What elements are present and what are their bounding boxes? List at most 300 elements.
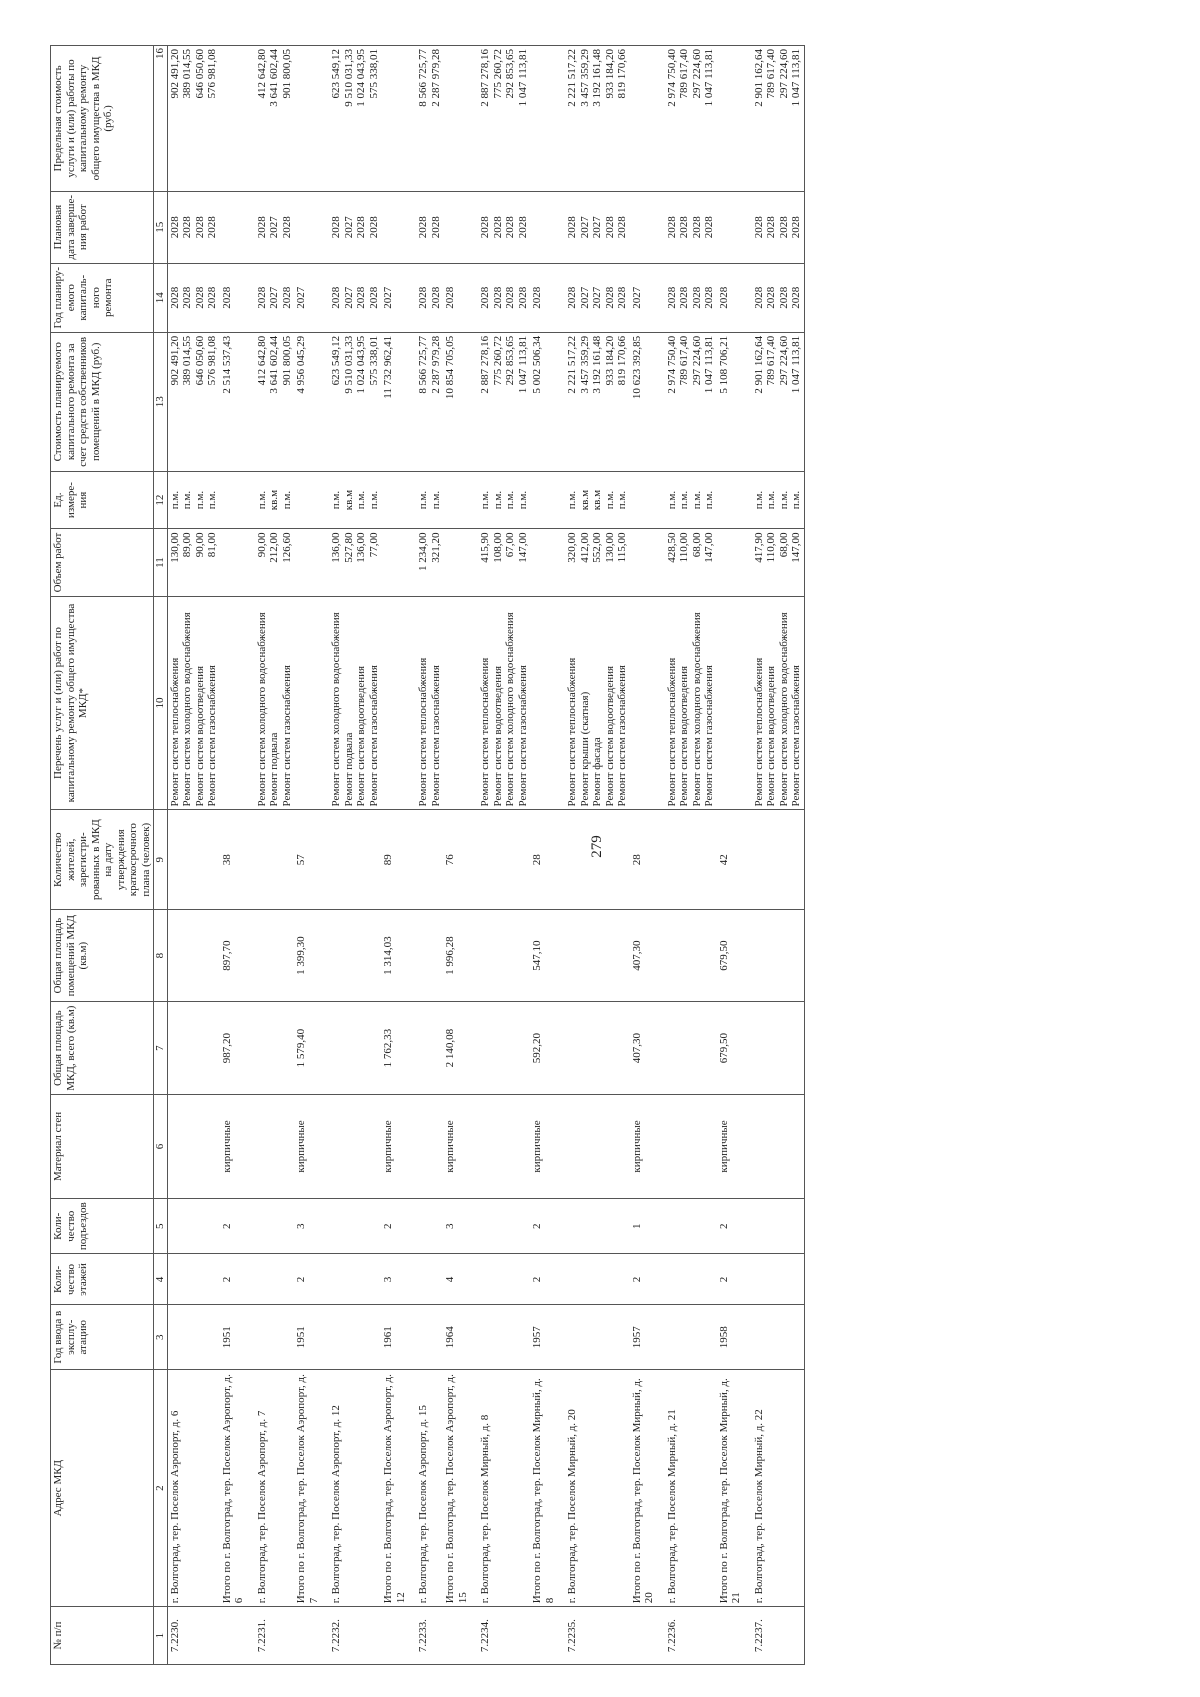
total-row xyxy=(294,46,321,1665)
col-number: 16 xyxy=(154,46,168,192)
total-cell xyxy=(443,810,470,909)
table-cell xyxy=(565,909,630,1002)
work-name: Ремонт систем газоснабжения xyxy=(616,665,628,807)
work-year: 2028 xyxy=(504,286,516,309)
spacer-cell xyxy=(247,46,255,192)
work-year: 2028 xyxy=(790,286,802,309)
spacer-cell xyxy=(744,1254,752,1305)
work-name: Ремонт систем холодного водоснабжения xyxy=(255,612,268,807)
work-limit-cost: 902 491,20 xyxy=(168,49,181,99)
work-cost: 2 887 278,16 xyxy=(479,335,491,394)
table-cell xyxy=(565,1094,630,1198)
row-number: 7.2234. xyxy=(479,1619,491,1653)
total-entrances: 2 xyxy=(220,1223,233,1229)
table-cell xyxy=(565,191,630,263)
total-cell xyxy=(530,1002,557,1095)
work-unit: п.м. xyxy=(678,490,690,510)
spacer-cell xyxy=(247,1305,255,1370)
work-unit: п.м. xyxy=(367,490,380,510)
work-name: Ремонт систем теплоснабжения xyxy=(665,657,678,807)
spacer-cell xyxy=(470,46,478,192)
work-volume: 147,00 xyxy=(703,532,715,563)
work-year: 2028 xyxy=(665,286,678,309)
spacer-cell xyxy=(247,810,255,909)
table-cell xyxy=(416,810,443,909)
total-cell xyxy=(630,1254,657,1305)
spacer-cell xyxy=(321,1305,329,1370)
total-label: Итого по г. Волгоград, тер. Поселок Мирный, д. 21 xyxy=(717,1378,742,1604)
work-limit-cost: 2 974 750,40 xyxy=(665,49,678,107)
work-limit-cost: 575 338,01 xyxy=(367,49,380,99)
spacer-cell xyxy=(408,471,416,529)
spacer-cell xyxy=(321,332,329,471)
spacer-cell xyxy=(557,1254,565,1305)
total-cell xyxy=(220,909,247,1002)
work-limit-cost: 3 192 161,48 xyxy=(591,49,603,107)
spacer-cell xyxy=(408,1002,416,1095)
table-cell xyxy=(167,596,220,810)
total-cell xyxy=(443,1094,470,1198)
col-number: 3 xyxy=(154,1305,168,1370)
work-year: 2028 xyxy=(616,286,628,309)
work-unit: п.м. xyxy=(479,490,491,510)
work-volume: 108,00 xyxy=(491,532,504,563)
total-cell xyxy=(294,909,321,1002)
work-end-date: 2028 xyxy=(168,216,181,239)
table-cell xyxy=(665,596,717,810)
total-cell xyxy=(630,263,657,332)
work-volume: 90,00 xyxy=(255,532,268,558)
table-cell xyxy=(416,263,443,332)
row-number: 7.2235. xyxy=(566,1619,578,1653)
total-entrances: 2 xyxy=(717,1223,730,1229)
total-cell xyxy=(220,1607,247,1665)
work-end-date: 2028 xyxy=(777,216,790,239)
work-volume: 126,60 xyxy=(280,532,293,563)
table-cell xyxy=(752,596,805,810)
work-unit: кв.м xyxy=(591,489,603,511)
spacer-cell xyxy=(321,46,329,192)
col-header: Перечень услуг и (или) работ по капитальному ремонту общего имущества МКД* xyxy=(51,596,154,810)
col-number: 10 xyxy=(154,596,168,810)
table-cell xyxy=(665,263,717,332)
total-row xyxy=(220,46,247,1665)
table-cell xyxy=(665,1305,717,1370)
table-cell xyxy=(255,1199,295,1255)
work-name: Ремонт систем теплоснабжения xyxy=(752,657,765,807)
total-label: Итого по г. Волгоград, тер. Поселок Аэропорт, д. 6 xyxy=(220,1374,245,1604)
spacer-cell xyxy=(247,1002,255,1095)
total-cell xyxy=(220,263,247,332)
total-rooms-area: 679,50 xyxy=(717,940,730,971)
table-cell xyxy=(665,191,717,263)
spacer-row xyxy=(408,46,416,1665)
col-header: Количество жителей, зарегистри-рованных в МКД на дату утверждения краткосрочного плана (человек) xyxy=(51,810,154,909)
work-volume: 320,00 xyxy=(566,532,578,563)
table-cell xyxy=(329,1254,381,1305)
total-cell xyxy=(294,596,321,810)
table-cell xyxy=(665,1002,717,1095)
work-end-date: 2028 xyxy=(479,216,491,239)
work-unit: п.м. xyxy=(193,490,206,510)
total-floors: 2 xyxy=(220,1276,233,1283)
work-name: Ремонт систем водоотведения xyxy=(678,665,690,807)
table-cell xyxy=(752,332,805,471)
work-cost: 789 617,40 xyxy=(765,335,777,386)
work-volume: 68,00 xyxy=(690,532,703,558)
work-cost: 2 974 750,40 xyxy=(665,335,678,394)
work-end-date: 2027 xyxy=(591,216,603,239)
total-cell xyxy=(220,1370,247,1607)
table-cell xyxy=(478,1370,530,1607)
total-year-built: 1961 xyxy=(382,1326,394,1349)
total-cost: 10 854 705,05 xyxy=(444,335,456,400)
work-end-date: 2028 xyxy=(603,216,616,239)
total-cell xyxy=(443,1370,470,1607)
row-address: г. Волгоград, тер. Поселок Аэропорт, д. 12 xyxy=(330,1405,342,1604)
work-year: 2028 xyxy=(367,286,380,309)
work-unit: п.м. xyxy=(777,490,790,510)
work-unit: п.м. xyxy=(516,490,529,510)
total-cell xyxy=(530,529,557,596)
spacer-cell xyxy=(321,1199,329,1255)
work-unit: п.м. xyxy=(616,490,628,510)
total-residents: 57 xyxy=(295,854,307,866)
work-limit-cost: 901 800,05 xyxy=(280,49,293,99)
spacer-cell xyxy=(321,596,329,810)
spacer-cell xyxy=(557,332,565,471)
total-cell xyxy=(381,332,408,471)
work-cost: 646 050,60 xyxy=(193,335,206,386)
total-cost: 4 956 045,29 xyxy=(295,335,307,394)
spacer-cell xyxy=(408,909,416,1002)
work-limit-cost: 2 287 979,28 xyxy=(429,49,442,107)
total-cell xyxy=(717,909,744,1002)
total-rooms-area: 1 399,30 xyxy=(295,936,307,975)
total-cell xyxy=(294,1199,321,1255)
total-rooms-area: 897,70 xyxy=(220,940,233,971)
total-cell xyxy=(717,1305,744,1370)
total-rooms-area: 407,30 xyxy=(630,940,643,971)
table-cell xyxy=(478,529,530,596)
work-year: 2028 xyxy=(193,286,206,309)
spacer-cell xyxy=(470,1254,478,1305)
col-number: 4 xyxy=(154,1254,168,1305)
spacer-cell xyxy=(557,596,565,810)
table-cell xyxy=(565,263,630,332)
spacer-cell xyxy=(744,810,752,909)
table-cell xyxy=(478,909,530,1002)
spacer-cell xyxy=(657,1305,665,1370)
work-limit-cost: 819 170,66 xyxy=(616,49,628,99)
work-limit-cost: 9 510 031,33 xyxy=(342,49,355,107)
total-cost: 10 623 392,85 xyxy=(630,335,643,400)
table-cell xyxy=(329,1002,381,1095)
table-cell xyxy=(565,529,630,596)
total-row xyxy=(443,46,470,1665)
total-cell xyxy=(630,46,657,192)
work-year: 2027 xyxy=(578,286,591,309)
total-residents: 38 xyxy=(220,854,233,866)
total-cell xyxy=(220,1094,247,1198)
work-name: Ремонт систем теплоснабжения xyxy=(566,657,578,807)
work-year: 2027 xyxy=(342,286,355,309)
spacer-row xyxy=(557,46,565,1665)
work-name: Ремонт систем теплоснабжения xyxy=(479,657,491,807)
work-name: Ремонт систем газоснабжения xyxy=(429,665,442,807)
spacer-cell xyxy=(247,529,255,596)
total-year-built: 1958 xyxy=(717,1326,730,1349)
total-cell xyxy=(381,1254,408,1305)
work-unit: п.м. xyxy=(603,490,616,510)
work-volume: 212,00 xyxy=(268,532,280,563)
col-number: 12 xyxy=(154,471,168,529)
total-area: 679,50 xyxy=(717,1033,730,1064)
work-year: 2028 xyxy=(206,286,218,309)
total-cell xyxy=(717,1002,744,1095)
total-cell xyxy=(717,46,744,192)
work-end-date: 2028 xyxy=(516,216,529,239)
spacer-cell xyxy=(321,1002,329,1095)
table-cell xyxy=(329,46,381,192)
total-cell xyxy=(220,1305,247,1370)
total-cell xyxy=(630,471,657,529)
table-cell xyxy=(329,471,381,529)
work-end-date: 2028 xyxy=(429,216,442,239)
col-header: № п/п xyxy=(51,1607,154,1665)
spacer-cell xyxy=(470,1305,478,1370)
spacer-cell xyxy=(321,1094,329,1198)
work-unit: п.м. xyxy=(429,490,442,510)
total-floors: 2 xyxy=(630,1276,643,1283)
work-unit: п.м. xyxy=(690,490,703,510)
table-cell xyxy=(478,46,530,192)
col-header: Ед. измере-ния xyxy=(51,471,154,529)
table-cell xyxy=(416,1199,443,1255)
work-cost: 2 287 979,28 xyxy=(429,335,442,394)
work-cost: 789 617,40 xyxy=(678,335,690,386)
spacer-cell xyxy=(247,1199,255,1255)
work-unit: п.м. xyxy=(566,490,578,510)
table-cell xyxy=(478,810,530,909)
total-cell xyxy=(381,1370,408,1607)
spacer-cell xyxy=(470,596,478,810)
table-cell xyxy=(565,1607,630,1665)
total-cell xyxy=(717,1607,744,1665)
table-row xyxy=(665,46,717,1665)
work-year: 2028 xyxy=(752,286,765,309)
total-cell xyxy=(381,1199,408,1255)
total-cell xyxy=(630,909,657,1002)
total-wall-material: кирпичные xyxy=(717,1120,730,1173)
work-unit: п.м. xyxy=(417,490,429,510)
total-area: 1 579,40 xyxy=(295,1028,307,1068)
table-cell xyxy=(665,471,717,529)
work-year: 2028 xyxy=(280,286,293,309)
total-label: Итого по г. Волгоград, тер. Поселок Аэропорт, д. 15 xyxy=(444,1374,469,1604)
table-row xyxy=(416,46,443,1665)
work-year: 2028 xyxy=(566,286,578,309)
row-number: 7.2233. xyxy=(417,1619,429,1653)
total-cell xyxy=(220,191,247,263)
total-cell xyxy=(443,529,470,596)
total-repair-year: 2028 xyxy=(220,286,233,309)
total-cell xyxy=(717,471,744,529)
spacer-cell xyxy=(321,1254,329,1305)
total-cell xyxy=(530,191,557,263)
total-cell xyxy=(530,1370,557,1607)
total-floors: 3 xyxy=(382,1276,394,1283)
total-cell xyxy=(530,596,557,810)
work-end-date: 2028 xyxy=(206,216,218,239)
total-wall-material: кирпичные xyxy=(630,1120,643,1173)
work-unit: п.м. xyxy=(330,490,342,510)
work-year: 2028 xyxy=(168,286,181,309)
total-floors: 2 xyxy=(717,1276,730,1283)
work-limit-cost: 1 047 113,81 xyxy=(703,49,715,107)
work-end-date: 2028 xyxy=(330,216,342,239)
total-residents: 28 xyxy=(531,854,543,866)
total-cell xyxy=(530,332,557,471)
total-cell xyxy=(294,1254,321,1305)
work-volume: 77,00 xyxy=(367,532,380,558)
work-volume: 412,00 xyxy=(578,532,591,563)
col-header: Адрес МКД xyxy=(51,1370,154,1607)
table-cell xyxy=(665,1254,717,1305)
total-cell xyxy=(630,1370,657,1607)
work-unit: п.м. xyxy=(491,490,504,510)
total-cell xyxy=(717,263,744,332)
table-cell xyxy=(565,471,630,529)
spacer-cell xyxy=(744,1094,752,1198)
spacer-cell xyxy=(744,263,752,332)
spacer-cell xyxy=(557,1199,565,1255)
spacer-cell xyxy=(470,1607,478,1665)
work-cost: 576 981,08 xyxy=(206,335,218,386)
work-volume: 115,00 xyxy=(616,532,628,563)
work-cost: 9 510 031,33 xyxy=(342,335,355,394)
spacer-cell xyxy=(408,1254,416,1305)
work-volume: 67,00 xyxy=(504,532,516,558)
work-cost: 3 457 359,29 xyxy=(578,335,591,394)
work-unit: п.м. xyxy=(255,490,268,510)
table-cell xyxy=(167,1254,220,1305)
capital-repair-table xyxy=(50,45,805,1665)
work-name: Ремонт систем газоснабжения xyxy=(280,665,293,807)
spacer-cell xyxy=(657,1199,665,1255)
col-header: Стоимость планируемого капитального ремонта за счет средств собственников помещений в МКД (руб.) xyxy=(51,332,154,471)
table-cell xyxy=(752,46,805,192)
total-cost: 11 732 962,41 xyxy=(382,335,394,399)
spacer-cell xyxy=(470,909,478,1002)
spacer-cell xyxy=(470,529,478,596)
row-address: г. Волгоград, тер. Поселок Аэропорт, д. 6 xyxy=(168,1410,181,1604)
spacer-row xyxy=(247,46,255,1665)
col-number: 6 xyxy=(154,1094,168,1198)
table-cell xyxy=(416,529,443,596)
work-name: Ремонт систем холодного водоснабжения xyxy=(504,612,516,807)
table-cell xyxy=(329,1305,381,1370)
work-volume: 1 234,00 xyxy=(417,532,429,571)
table-cell xyxy=(752,471,805,529)
work-name: Ремонт систем водоотведения xyxy=(603,665,616,807)
work-volume: 147,00 xyxy=(790,532,802,563)
total-cell xyxy=(294,471,321,529)
spacer-cell xyxy=(408,46,416,192)
col-header: Объем работ xyxy=(51,529,154,596)
table-cell xyxy=(752,810,805,909)
work-name: Ремонт систем газоснабжения xyxy=(516,665,529,807)
total-entrances: 3 xyxy=(444,1223,456,1229)
work-volume: 130,00 xyxy=(168,532,181,563)
total-cell xyxy=(294,529,321,596)
spacer-cell xyxy=(657,471,665,529)
total-cell xyxy=(294,1002,321,1095)
table-cell xyxy=(416,332,443,471)
table-row xyxy=(255,46,295,1665)
work-cost: 1 024 043,95 xyxy=(355,335,367,394)
spacer-cell xyxy=(321,191,329,263)
work-unit: п.м. xyxy=(703,490,715,510)
work-unit: п.м. xyxy=(752,490,765,510)
table-cell xyxy=(416,1002,443,1095)
spacer-cell xyxy=(321,529,329,596)
row-number: 7.2231. xyxy=(255,1619,268,1653)
total-cell xyxy=(530,1305,557,1370)
work-end-date: 2027 xyxy=(578,216,591,239)
work-end-date: 2028 xyxy=(181,216,193,239)
col-number: 15 xyxy=(154,191,168,263)
work-end-date: 2028 xyxy=(790,216,802,239)
table-cell xyxy=(416,909,443,1002)
work-cost: 901 800,05 xyxy=(280,335,293,386)
total-cell xyxy=(717,529,744,596)
table-cell xyxy=(167,46,220,192)
work-unit: п.м. xyxy=(504,490,516,510)
work-cost: 412 642,80 xyxy=(255,335,268,386)
table-cell xyxy=(255,1305,295,1370)
total-wall-material: кирпичные xyxy=(444,1120,456,1173)
total-cell xyxy=(294,46,321,192)
work-cost: 389 014,55 xyxy=(181,335,193,386)
total-repair-year: 2028 xyxy=(531,286,543,309)
table-row xyxy=(167,46,220,1665)
spacer-cell xyxy=(557,1002,565,1095)
table-cell xyxy=(167,1199,220,1255)
work-year: 2028 xyxy=(765,286,777,309)
table-cell xyxy=(478,1002,530,1095)
table-cell xyxy=(255,1094,295,1198)
work-limit-cost: 1 047 113,81 xyxy=(516,49,529,107)
total-label: Итого по г. Волгоград, тер. Поселок Аэропорт, д. 12 xyxy=(382,1374,407,1604)
total-residents: 28 xyxy=(630,854,643,866)
table-cell xyxy=(255,191,295,263)
work-cost: 933 184,20 xyxy=(603,335,616,386)
table-cell xyxy=(167,191,220,263)
work-year: 2028 xyxy=(255,286,268,309)
work-limit-cost: 775 260,72 xyxy=(491,49,504,99)
row-number: 7.2236. xyxy=(665,1619,678,1653)
table-cell xyxy=(329,596,381,810)
spacer-cell xyxy=(557,810,565,909)
total-cell xyxy=(443,1199,470,1255)
work-volume: 136,00 xyxy=(330,532,342,563)
table-cell xyxy=(255,1254,295,1305)
work-cost: 819 170,66 xyxy=(616,335,628,386)
table-cell xyxy=(329,1199,381,1255)
work-year: 2028 xyxy=(491,286,504,309)
work-limit-cost: 789 617,40 xyxy=(765,49,777,99)
